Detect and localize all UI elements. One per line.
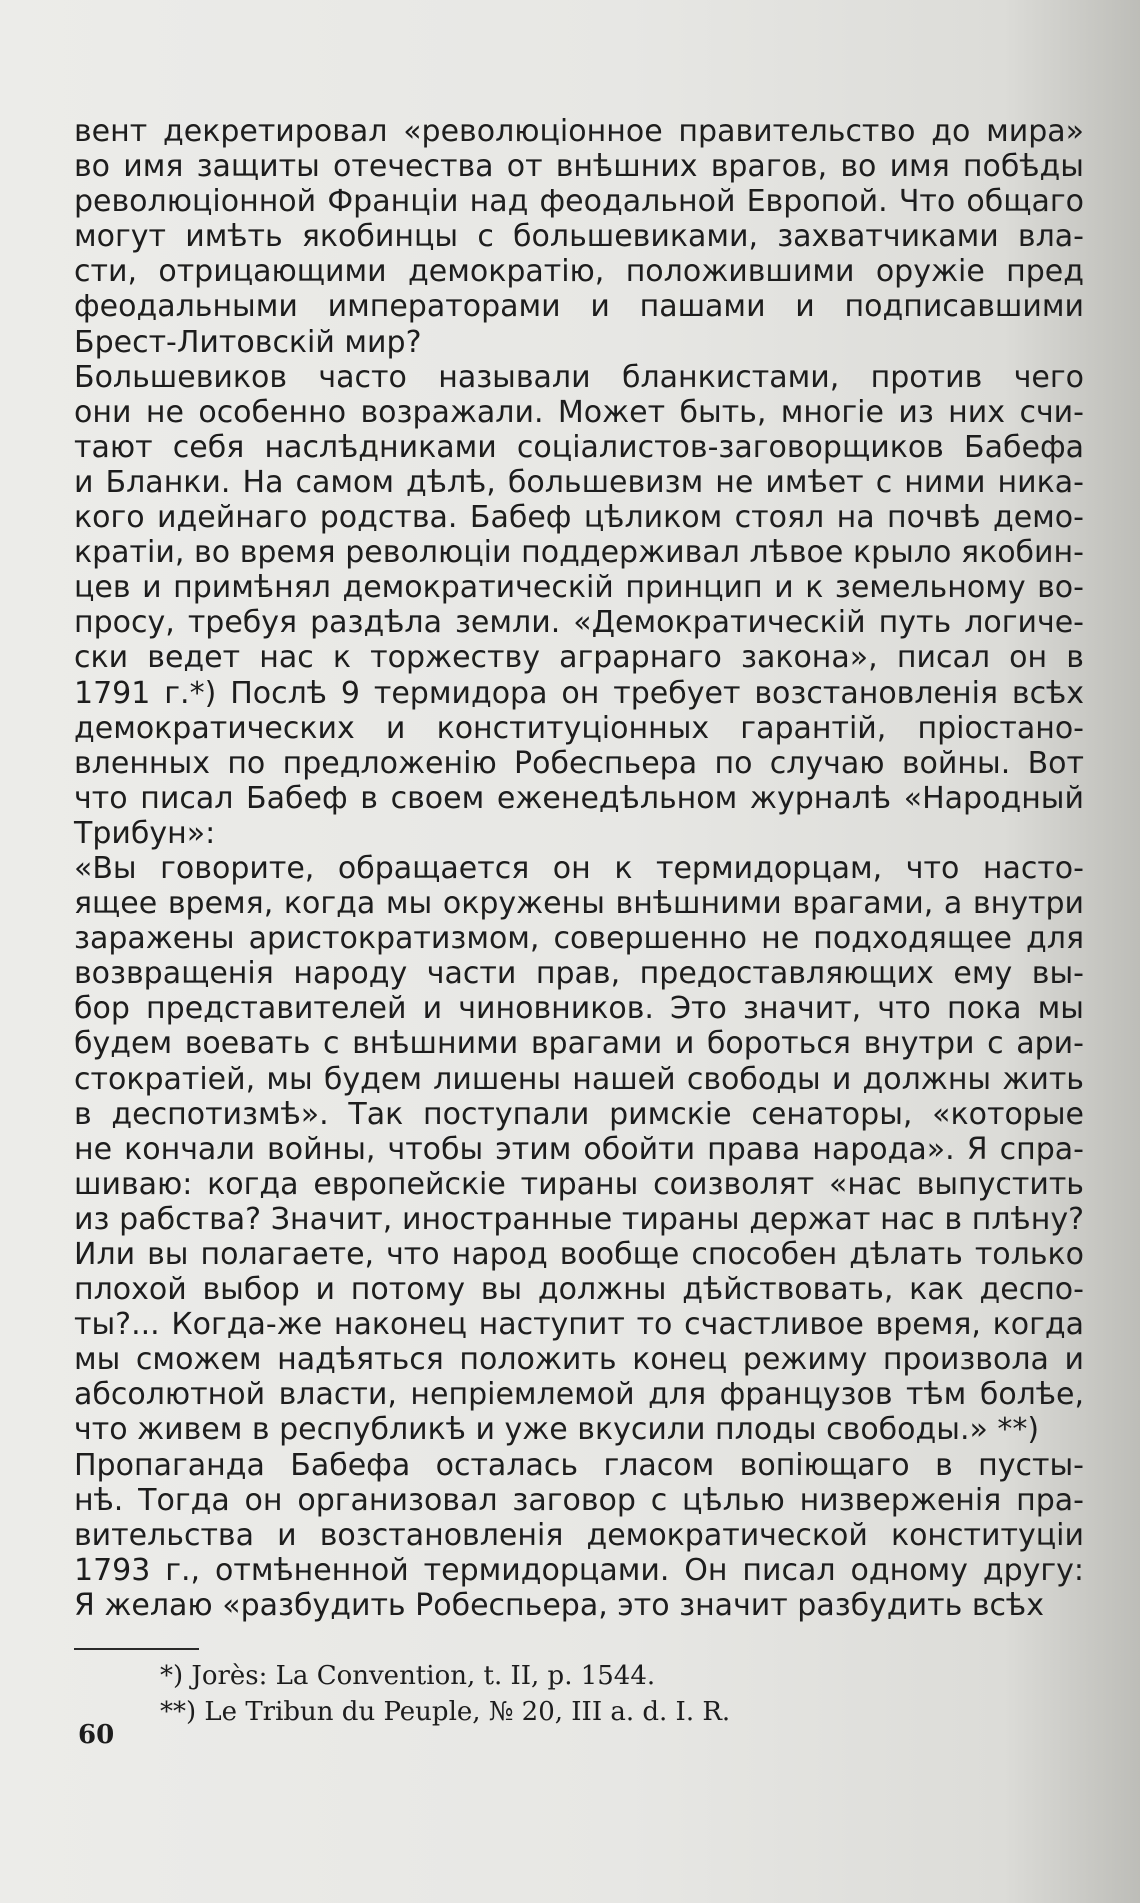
- text-line: демократических и конституціонных гарантій, пріостано-: [74, 710, 1084, 746]
- text-line: заражены аристократизмом, совершенно не подходящее для: [74, 921, 1084, 957]
- text-line: возвращенія народу части прав, предоставляющих ему вы-: [74, 956, 1084, 992]
- text-line: могут имѣть якобинцы с большевиками, захватчиками вла-: [74, 219, 1084, 255]
- text-line: будем воевать с внѣшними врагами и бороться внутри с ари-: [74, 1026, 1084, 1062]
- text-line: ящее время, когда мы окружены внѣшними врагами, а внутри: [74, 886, 1084, 922]
- text-line: Брест-Литовскій мир?: [74, 324, 422, 360]
- text-line: сти, отрицающими демократію, положившими оружіе пред: [74, 254, 1084, 290]
- text-line: кого идейнаго родства. Бабеф цѣликом стоял на почвѣ демо-: [74, 500, 1084, 536]
- text-line: нѣ. Тогда он организовал заговор с цѣлью низверженія пра-: [74, 1482, 1084, 1518]
- text-line: феодальными императорами и пашами и подписавшими: [74, 289, 1084, 325]
- text-line: революціонной Франціи над феодальной Европой. Что общаго: [74, 184, 1084, 220]
- text-line: 1793 г., отмѣненной термидорцами. Он писал одному другу:: [74, 1552, 1084, 1588]
- body-text: [74, 114, 1084, 1623]
- text-line: мы сможем надѣяться положить конец режиму произвола и: [74, 1342, 1084, 1378]
- text-line: вент декретировал «революціонное правительство до мира»: [74, 114, 1084, 149]
- text-line: просу, требуя раздѣла земли. «Демократическій путь логиче-: [74, 605, 1084, 641]
- footnote-2: **) Le Tribun du Peuple, № 20, III a. d. I. R.: [160, 1697, 731, 1727]
- text-line: Трибун»:: [74, 815, 216, 851]
- text-line: тают себя наслѣдниками соціалистов-заговорщиков Бабефа: [74, 429, 1084, 465]
- text-line: и Бланки. На самом дѣлѣ, большевизм не имѣет с ними ника-: [74, 464, 1084, 500]
- text-line: Я желаю «разбудить Робеспьера, это значит разбудить всѣх: [74, 1587, 1044, 1623]
- text-line: не кончали войны, чтобы этим обойти права народа». Я спра-: [74, 1131, 1084, 1167]
- text-line: Или вы полагаете, что народ вообще способен дѣлать только: [74, 1237, 1084, 1272]
- text-line: вительства и возстановленія демократической конституціи: [74, 1517, 1084, 1553]
- text-line: что писал Бабеф в своем еженедѣльном журналѣ «Народный: [74, 780, 1084, 816]
- text-line: абсолютной власти, непріемлемой для французов тѣм болѣе,: [74, 1377, 1084, 1413]
- text-line: 1791 г.*) Послѣ 9 термидора он требует возстановленія всѣх: [74, 675, 1084, 711]
- text-line: что живем в республикѣ и уже вкусили плоды свободы.» **): [74, 1412, 1040, 1448]
- text-line: вленных по предложенію Робеспьера по случаю войны. Вот: [74, 745, 1084, 781]
- text-line: они не особенно возражали. Может быть, многіе из них счи-: [74, 394, 1084, 430]
- text-line: шиваю: когда европейскіе тираны соизволят «нас выпустить: [74, 1166, 1084, 1202]
- text-line: Большевиков часто называли бланкистами, против чего: [74, 359, 1084, 395]
- text-line: стократіей, мы будем лишены нашей свободы и должны жить: [74, 1061, 1084, 1097]
- footnote-1: *) Jorès: La Convention, t. II, p. 1544.: [160, 1661, 656, 1691]
- text-line: Пропаганда Бабефа осталась гласом вопіющаго в пусты-: [74, 1447, 1084, 1483]
- footnotes: [160, 1658, 920, 1730]
- footnote-separator: [74, 1648, 199, 1650]
- text-line: ски ведет нас к торжеству аграрнаго закона», писал он в: [74, 640, 1084, 676]
- text-line: из рабства? Значит, иностранные тираны держат нас в плѣну?: [74, 1201, 1084, 1237]
- text-line: ты?... Когда-же наконец наступит то счастливое время, когда: [74, 1307, 1084, 1343]
- text-line: кратіи, во время революціи поддерживал лѣвое крыло якобин-: [74, 535, 1084, 571]
- text-line: бор представителей и чиновников. Это значит, что пока мы: [74, 991, 1084, 1027]
- text-line: в деспотизмѣ». Так поступали римскіе сенаторы, «которые: [74, 1096, 1084, 1132]
- page-number: 60: [78, 1720, 115, 1750]
- text-line: во имя защиты отечества от внѣшних врагов, во имя побѣды: [74, 149, 1084, 185]
- text-line: плохой выбор и потому вы должны дѣйствовать, как деспо-: [74, 1272, 1084, 1308]
- text-line: «Вы говорите, обращается он к термидорцам, что насто-: [74, 850, 1084, 886]
- text-line: цев и примѣнял демократическій принцип и к земельному во-: [74, 570, 1084, 606]
